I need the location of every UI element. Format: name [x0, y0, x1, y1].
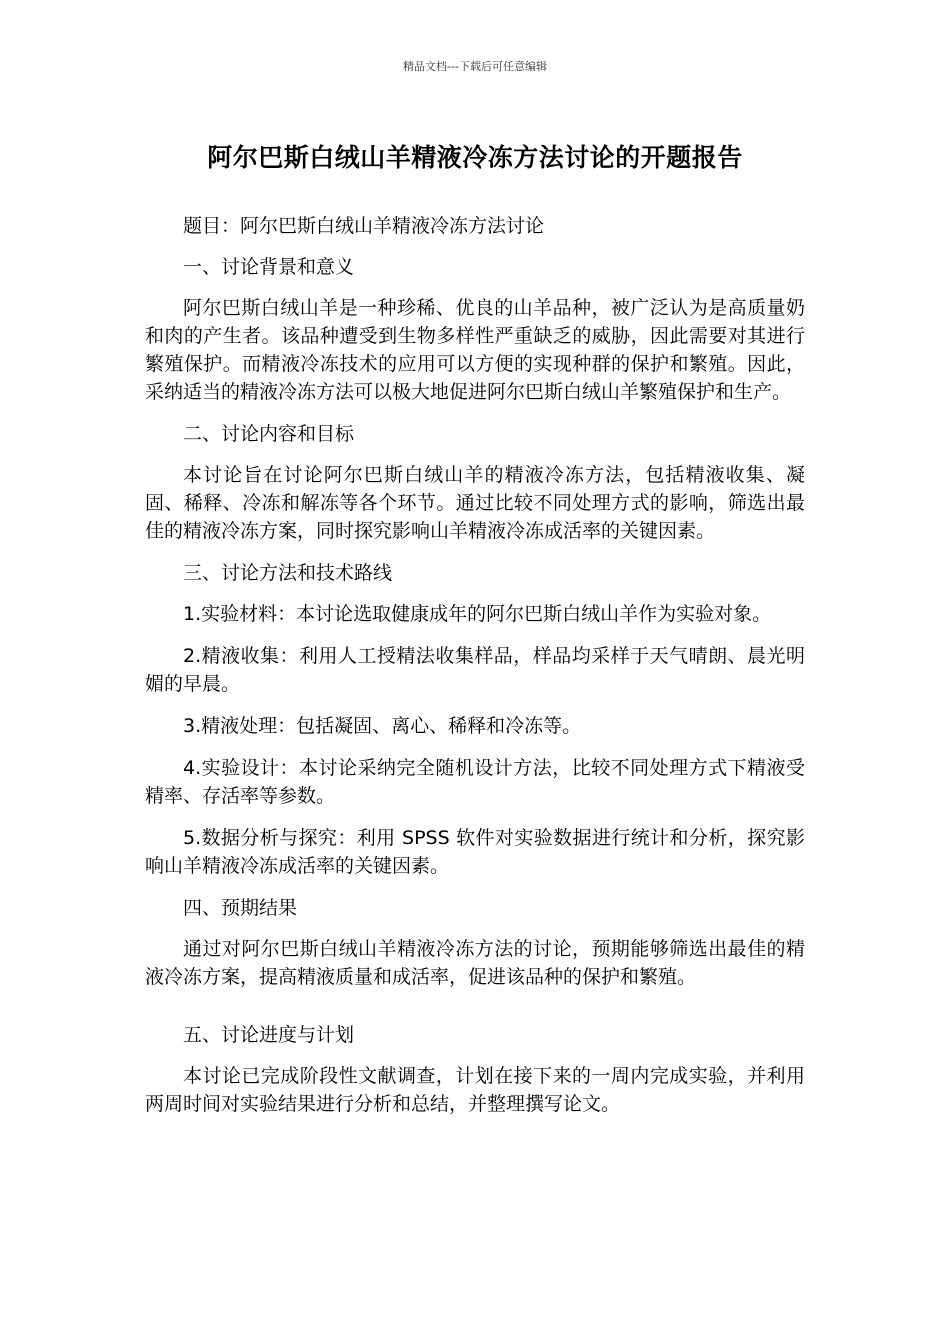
- method-item-design: 4.实验设计：本讨论采纳完全随机设计方法，比较不同处理方式下精液受精率、存活率等参数。: [145, 757, 805, 807]
- method-item-analysis: 5.数据分析与探究：利用 SPSS 软件对实验数据进行统计和分析，探究影响山羊精液冷冻成活率的关键因素。: [145, 827, 805, 877]
- document-body: [145, 212, 805, 1132]
- section-heading-background: 一、讨论背景和意义: [183, 256, 355, 278]
- paragraph-schedule: 本讨论已完成阶段性文献调查，计划在接下来的一周内完成实验，并利用两周时间对实验结果进行分析和总结，并整理撰写论文。: [145, 1065, 805, 1115]
- section-heading-content-goals: 二、讨论内容和目标: [183, 423, 355, 445]
- topic-line: 题目：阿尔巴斯白绒山羊精液冷冻方法讨论: [183, 215, 545, 237]
- section-heading-schedule: 五、讨论进度与计划: [183, 1024, 355, 1046]
- section-heading-expected-results: 四、预期结果: [183, 897, 298, 919]
- header-note: 精品文档---下载后可任意编辑: [403, 60, 547, 73]
- paragraph-expected-results: 通过对阿尔巴斯白绒山羊精液冷冻方法的讨论，预期能够筛选出最佳的精液冷冻方案，提高精液质量和成活率，促进该品种的保护和繁殖。: [145, 938, 805, 988]
- document-title: 阿尔巴斯白绒山羊精液冷冻方法讨论的开题报告: [207, 143, 743, 172]
- section-heading-methods: 三、讨论方法和技术路线: [183, 562, 393, 584]
- method-item-processing: 3.精液处理：包括凝固、离心、稀释和冷冻等。: [183, 715, 582, 737]
- paragraph-background: 阿尔巴斯白绒山羊是一种珍稀、优良的山羊品种，被广泛认为是高质量奶和肉的产生者。该品种遭受到生物多样性严重缺乏的威胁，因此需要对其进行繁殖保护。而精液冷冻技术的应用可以方便的实现种群的保护和繁殖。因此，采纳适当的精液冷冻方法可以极大地促进阿尔巴斯白绒山羊繁殖保护和生产。: [145, 297, 805, 403]
- method-item-materials: 1.实验材料：本讨论选取健康成年的阿尔巴斯白绒山羊作为实验对象。: [183, 603, 772, 625]
- method-item-collection: 2.精液收集：利用人工授精法收集样品，样品均采样于天气晴朗、晨光明媚的早晨。: [145, 645, 805, 695]
- paragraph-content-goals: 本讨论旨在讨论阿尔巴斯白绒山羊的精液冷冻方法，包括精液收集、凝固、稀释、冷冻和解冻等各个环节。通过比较不同处理方式的影响，筛选出最佳的精液冷冻方案，同时探究影响山羊精液冷冻成活率的关键因素。: [145, 464, 805, 542]
